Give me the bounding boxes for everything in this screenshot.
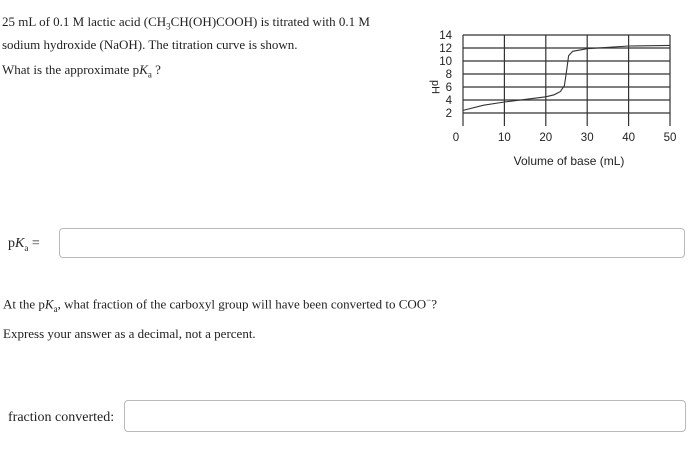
chart-grid bbox=[463, 35, 670, 126]
question-2 bbox=[3, 295, 603, 342]
y-tick-label-12: 12 bbox=[439, 43, 452, 55]
x-tick-label-50: 50 bbox=[663, 132, 677, 144]
y-tick-label-6: 6 bbox=[445, 82, 452, 94]
x-axis-label: Volume of base (mL) bbox=[513, 154, 625, 168]
x-tick-label-30: 30 bbox=[580, 132, 594, 144]
ask-k-italic: K bbox=[139, 61, 148, 77]
y-tick-label-2: 2 bbox=[445, 108, 452, 120]
ask-text-a: What is the approximate p bbox=[2, 61, 140, 77]
question-2-line-1 bbox=[3, 295, 603, 314]
titration-curve-chart bbox=[418, 25, 700, 175]
y-tick-label-4: 4 bbox=[445, 95, 452, 107]
fraction-converted-input[interactable] bbox=[124, 400, 686, 432]
titration-curve-line bbox=[463, 45, 670, 110]
q2-text-a: At the p bbox=[3, 296, 45, 312]
pka-answer-input[interactable] bbox=[59, 228, 685, 258]
question-1-line-1 bbox=[2, 13, 402, 36]
q2-subscript-a: a bbox=[53, 303, 58, 314]
pka-label-k: K bbox=[15, 236, 25, 251]
x-tick-label-20: 20 bbox=[539, 132, 553, 144]
question-1-line-2: sodium hydroxide (NaOH). The titration curve is shown. bbox=[2, 37, 298, 53]
ask-text-b: ? bbox=[151, 61, 161, 77]
q2-text-b: , what fraction of the carboxyl group will have been converted to COO bbox=[57, 296, 427, 312]
pka-label-p: p bbox=[8, 236, 15, 251]
x-tick-label-0: 0 bbox=[452, 132, 460, 144]
q2-text-c: ? bbox=[431, 296, 437, 312]
q2-k-italic: K bbox=[44, 296, 54, 312]
q2-superscript-minus: − bbox=[426, 295, 432, 305]
pka-label-equals: = bbox=[28, 236, 40, 251]
y-tick-label-8: 8 bbox=[445, 69, 452, 81]
x-tick-label-10: 10 bbox=[498, 132, 511, 144]
y-tick-labels bbox=[439, 30, 452, 120]
y-axis-label: pH bbox=[429, 79, 441, 95]
y-tick-label-10: 10 bbox=[439, 56, 452, 68]
subscript-3: 3 bbox=[166, 21, 171, 32]
y-tick-label-14: 14 bbox=[439, 30, 452, 42]
x-tick-label-40: 40 bbox=[622, 132, 635, 144]
pka-label bbox=[8, 236, 40, 253]
question-1 bbox=[2, 13, 402, 84]
question-1-text-a: 25 mL of 0.1 M lactic acid (CH bbox=[2, 14, 167, 29]
fraction-converted-label: fraction converted: bbox=[8, 410, 115, 425]
pka-question bbox=[2, 61, 402, 84]
pka-label-subscript: a bbox=[24, 242, 29, 253]
ask-subscript-a: a bbox=[147, 69, 152, 80]
x-tick-labels bbox=[453, 132, 677, 144]
question-1-text-b: CH(OH)COOH) is titrated with 0.1 M bbox=[170, 14, 370, 29]
question-2-line-2: Express your answer as a decimal, not a percent. bbox=[3, 325, 256, 341]
